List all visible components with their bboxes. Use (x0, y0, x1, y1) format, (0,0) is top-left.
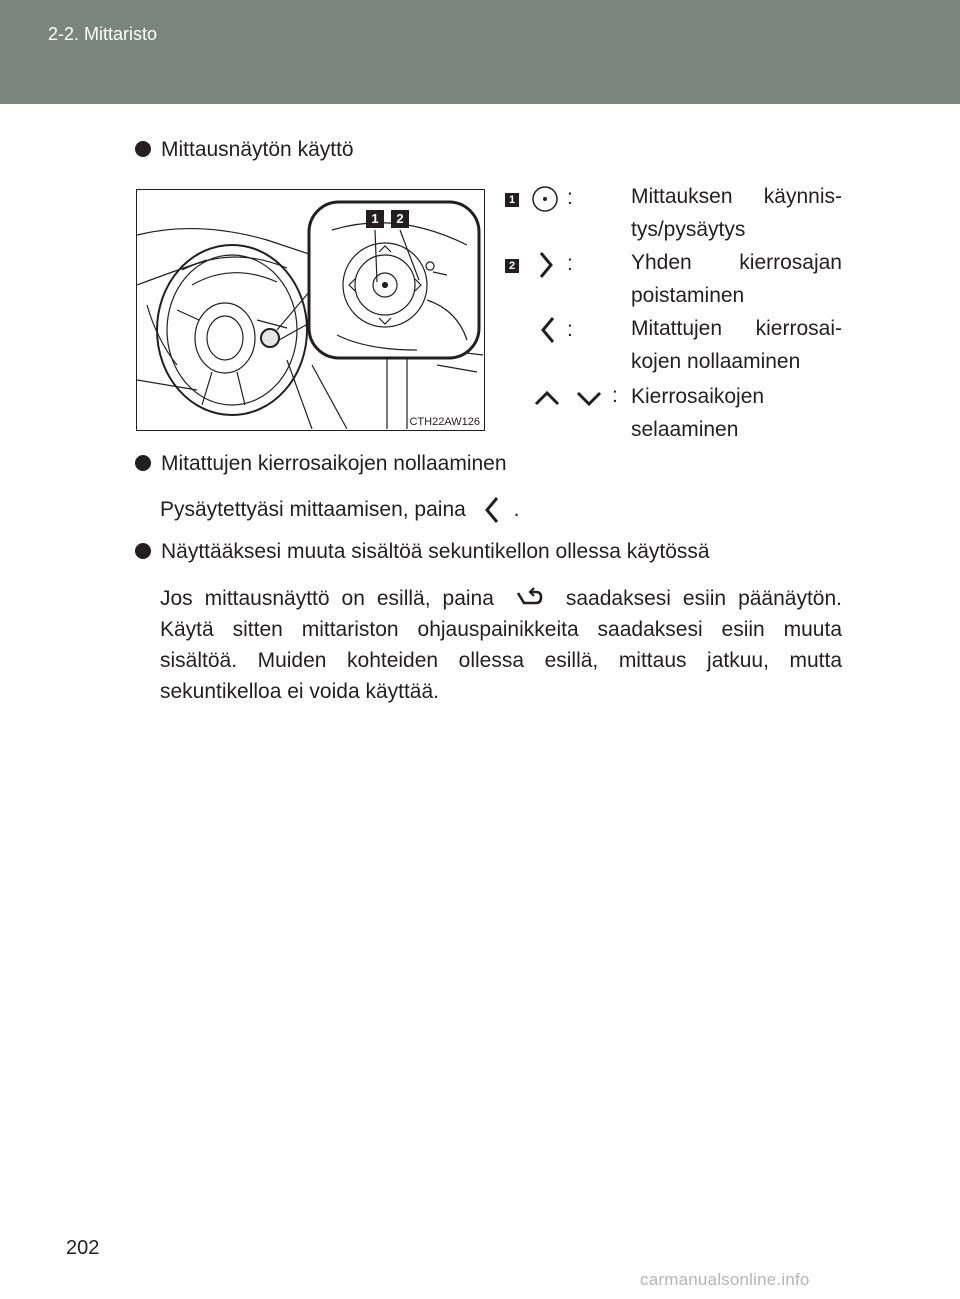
chevron-up-down-icons (534, 388, 604, 410)
legend-colon: : (567, 186, 573, 209)
legend-text-line2: tys/pysäytys (631, 218, 746, 241)
legend-colon: : (612, 384, 618, 407)
figure-code: CTH22AW126 (409, 416, 480, 428)
watermark: carmanualsonline.info (640, 1270, 810, 1289)
legend-text-line1: Kierrosaikojen (631, 385, 765, 408)
callout-2: 2 (391, 210, 409, 228)
callout-1: 1 (366, 210, 384, 228)
bullet-icon (135, 543, 151, 559)
display-text-continued: saadaksesi esiin päänäytön. Käytä sitten mittariston ohjauspainikkeita saadaksesi esiin muuta sisältöä. Muiden kohteiden ollessa esillä, mittaus jatkuu, mutta sekuntikelloa ei voida käyttää. (160, 587, 842, 703)
display-instructions (160, 583, 842, 707)
reset-text-end: . (513, 498, 520, 521)
section-title: 2-2. Mittaristo (48, 24, 158, 44)
chevron-left-icon (484, 496, 500, 524)
display-text: Jos mittausnäyttö on esillä, paina (160, 587, 494, 610)
legend-colon: : (567, 318, 573, 341)
reset-instructions (160, 494, 842, 525)
steering-wheel-illustration (136, 189, 485, 431)
page-number: 202 (66, 1237, 100, 1259)
back-return-icon (514, 587, 544, 611)
legend-text-line2: poistaminen (631, 284, 745, 307)
legend-number-2: 2 (505, 259, 519, 273)
legend-text-line1: Mittauksen käynnis- (631, 185, 842, 208)
legend-text-line2: kojen nollaaminen (631, 350, 801, 373)
bullet-icon (135, 455, 151, 471)
heading-text: Mitattujen kierrosaikojen nollaaminen (161, 452, 507, 475)
legend-colon: : (567, 252, 573, 275)
legend-text-line1: Mitattujen kierrosai- (631, 317, 842, 340)
legend-text-line1: Yhden kierrosajan (631, 251, 842, 274)
legend-text-line2: selaaminen (631, 418, 739, 441)
heading-measurement-display (135, 138, 354, 162)
heading-text: Mittausnäytön käyttö (161, 138, 354, 161)
center-dot-button-icon (531, 185, 559, 213)
heading-other-content (135, 540, 710, 564)
heading-reset-laps (135, 452, 507, 476)
bullet-icon (135, 141, 151, 157)
page-header (0, 0, 960, 104)
reset-text: Pysäytettyäsi mittaamisen, paina (160, 498, 466, 521)
heading-text: Näyttääksesi muuta sisältöä sekuntikellon ollessa käytössä (161, 540, 710, 563)
legend-number-1: 1 (505, 193, 519, 207)
chevron-right-icon (538, 251, 554, 279)
chevron-left-icon (540, 316, 556, 344)
